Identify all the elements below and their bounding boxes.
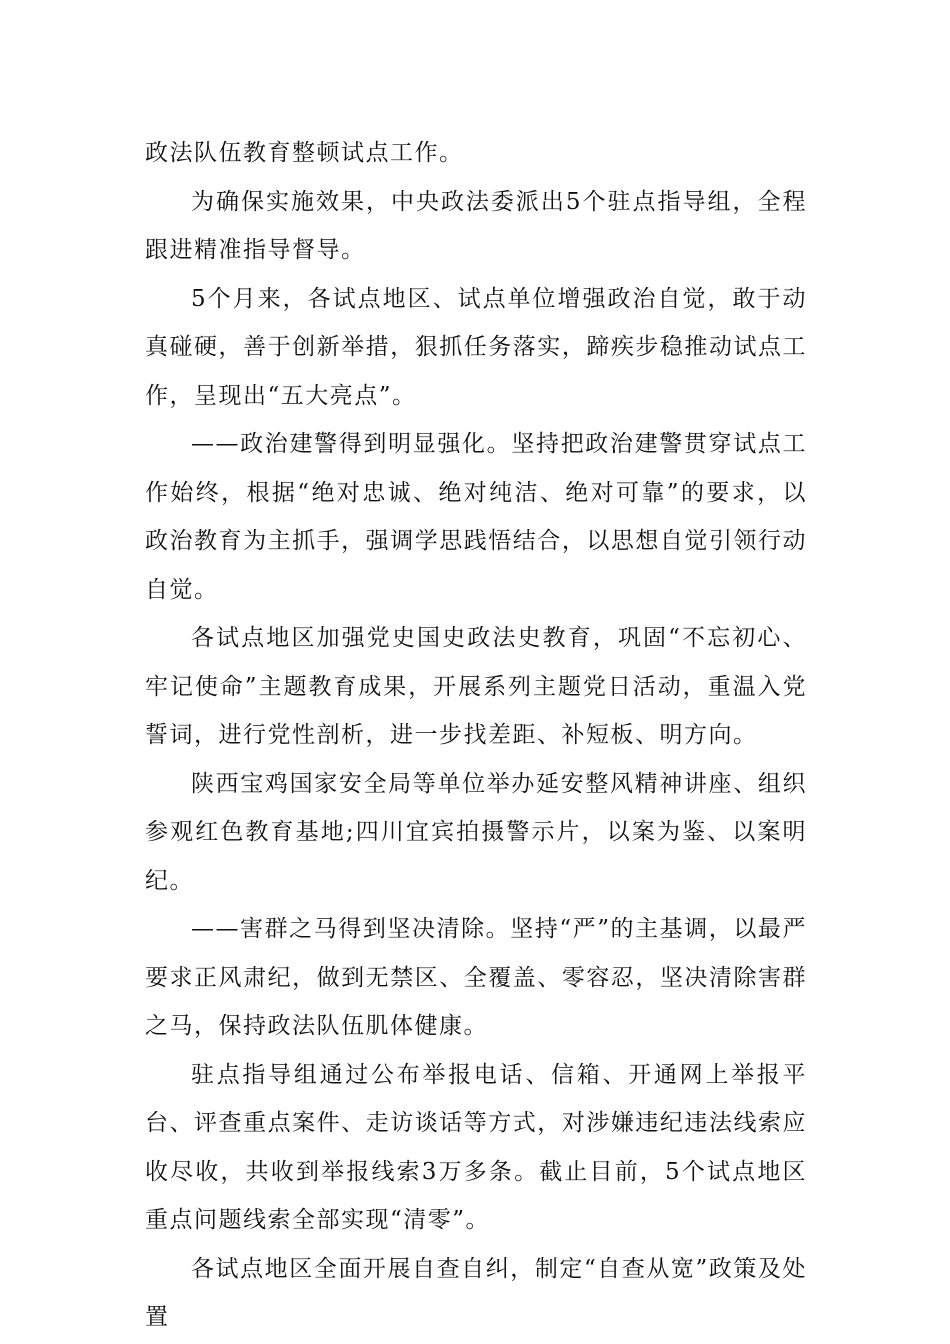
paragraph: 为确保实施效果，中央政法委派出5个驻点指导组，全程跟进精准指导督导。 — [145, 188, 807, 263]
paragraph: 驻点指导组通过公布举报电话、信箱、开通网上举报平台、评查重点案件、走访谈话等方式，对涉嫌违纪违法线索应收尽收，共收到举报线索3万多条。截止目前，5个试点地区重点问题线索全部实现“清零”。 — [145, 1061, 807, 1233]
paragraph: 5个月来，各试点地区、试点单位增强政治自觉，敢于动真碰硬，善于创新举措，狠抓任务落实，蹄疾步稳推动试点工作，呈现出“五大亮点”。 — [145, 285, 807, 409]
paragraph: 陕西宝鸡国家安全局等单位举办延安整风精神讲座、组织参观红色教育基地;四川宜宾拍摄警示片，以案为鉴、以案明纪。 — [145, 770, 807, 894]
paragraph-truncated: 各试点地区全面开展自查自纠，制定“自查从宽”政策及处置 — [145, 1255, 807, 1330]
paragraph: 各试点地区加强党史国史政法史教育，巩固“不忘初心、牢记使命”主题教育成果，开展系列主题党日活动，重温入党誓词，进行党性剖析，进一步找差距、补短板、明方向。 — [145, 625, 807, 748]
document-body — [145, 129, 807, 1342]
paragraph-continuation: 政法队伍教育整顿试点工作。 — [145, 140, 464, 166]
paragraph-section-heading: ——政治建警得到明显强化。坚持把政治建警贯穿试点工作始终，根据“绝对忠诚、绝对纯洁、绝对可靠”的要求，以政治教育为主抓手，强调学思践悟结合，以思想自觉引领行动自觉。 — [145, 431, 807, 603]
paragraph-section-heading: ——害群之马得到坚决清除。坚持“严”的主基调，以最严要求正风肃纪，做到无禁区、全覆盖、零容忍，坚决清除害群之马，保持政法队伍肌体健康。 — [145, 916, 807, 1039]
